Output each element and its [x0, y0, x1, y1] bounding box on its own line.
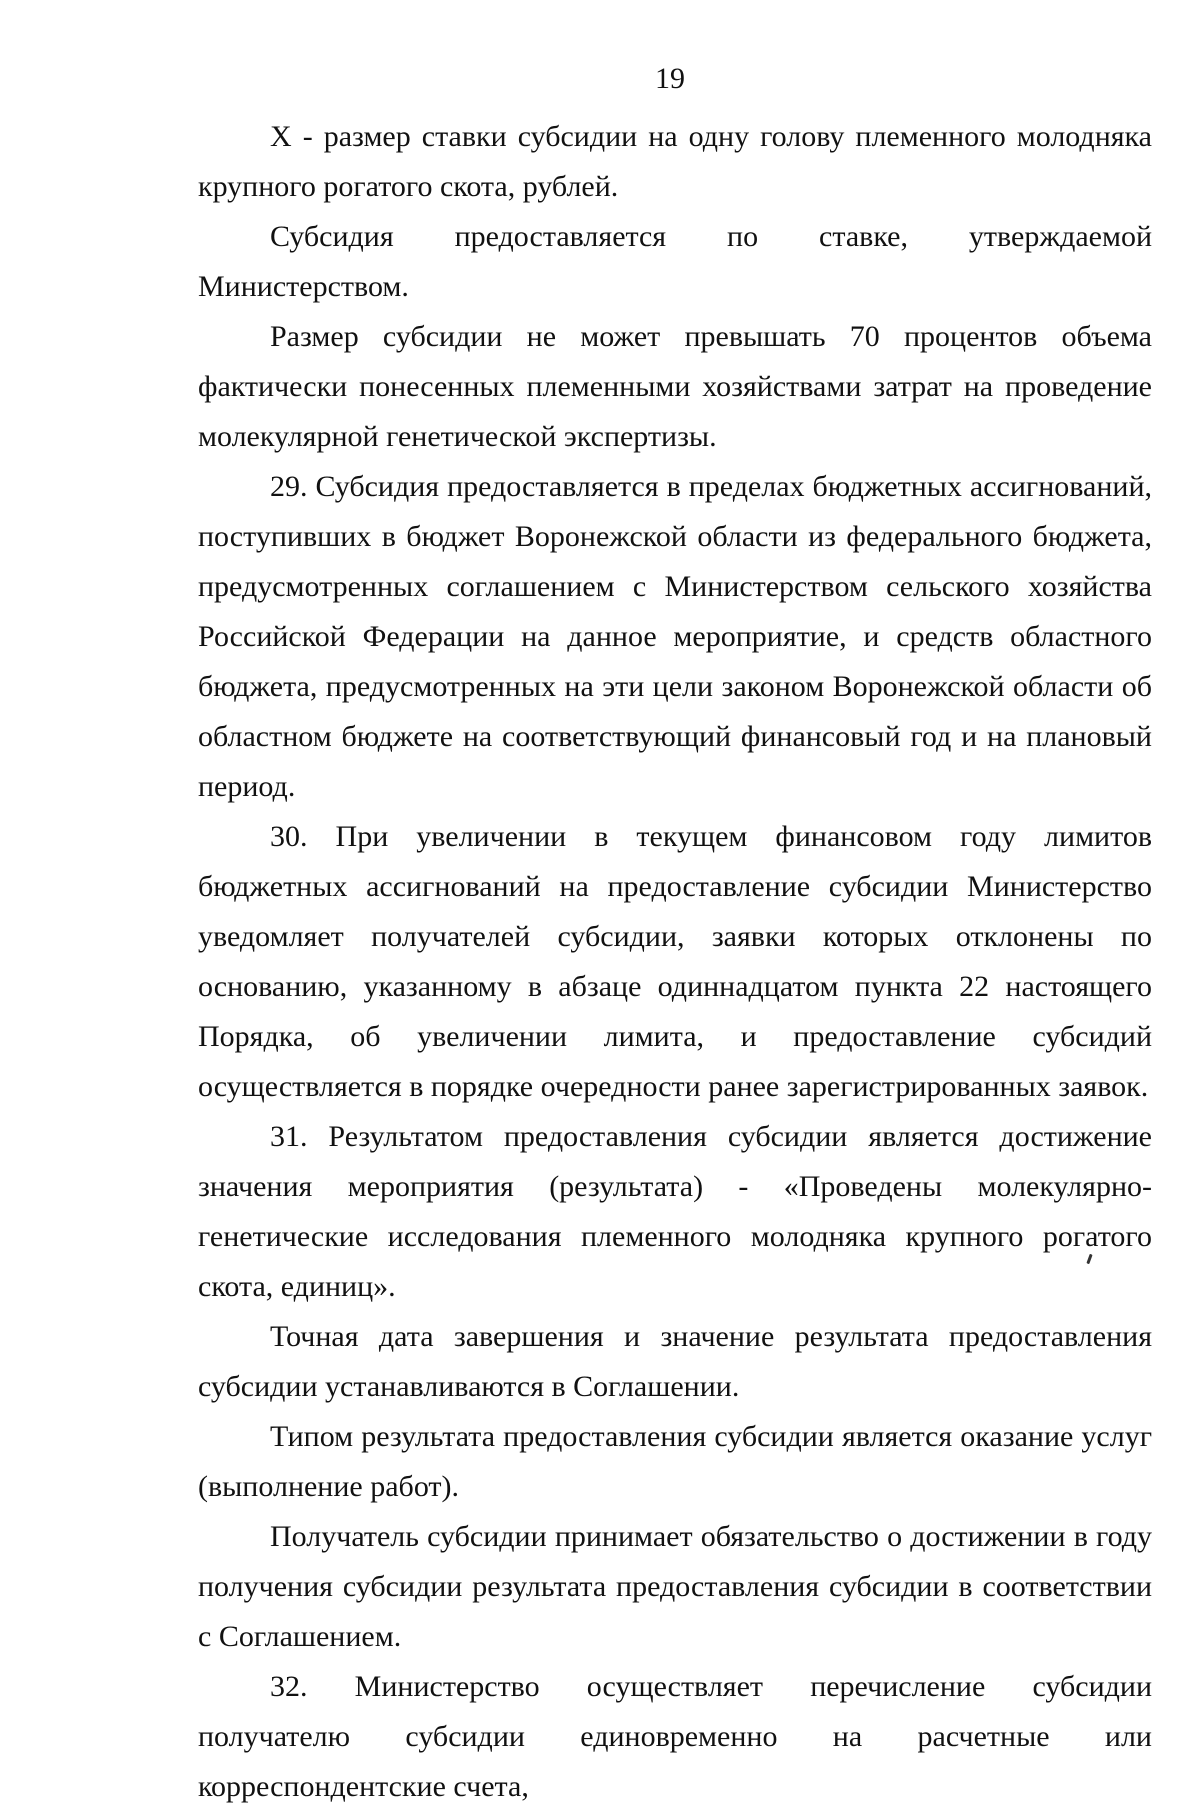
paragraph-29: 29. Субсидия предоставляется в пределах бюджетных ассигнований, поступивших в бюджет Воронежской области из федерального бюджета, предусмотренных соглашением с Министерством сельского хозяйства Российской Федерации на данное мероприятие, и средств областного бюджета, предусмотренных на эти цели законом Воронежской области об областном бюджете на соответствующий финансовый год и на плановый период. [198, 470, 1152, 803]
paragraph-subsidy-rate: Субсидия предоставляется по ставке, утверждаемой Министерством. [198, 220, 1152, 303]
document-body [198, 112, 1152, 1812]
paragraph-result-type: Типом результата предоставления субсидии является оказание услуг (выполнение работ). [198, 1420, 1152, 1503]
paragraph-31: 31. Результатом предоставления субсидии является достижение значения мероприятия (результата) - «Проведены молекулярно-генетические исследования племенного молодняка крупного рогатого скота, единиц». [198, 1120, 1152, 1303]
paragraph-x-rate-definition: Х - размер ставки субсидии на одну голову племенного молодняка крупного рогатого скота, рублей. [198, 120, 1152, 203]
paragraph-32: 32. Министерство осуществляет перечисление субсидии получателю субсидии единовременно на расчетные или корреспондентские счета, [198, 1670, 1152, 1803]
paragraph-30: 30. При увеличении в текущем финансовом году лимитов бюджетных ассигнований на предоставление субсидии Министерство уведомляет получателей субсидии, заявки которых отклонены по основанию, указанному в абзаце одиннадцатом пункта 22 настоящего Порядка, об увеличении лимита, и предоставление субсидий осуществляется в порядке очередности ранее зарегистрированных заявок. [198, 820, 1152, 1103]
paragraph-recipient-obligation: Получатель субсидии принимает обязательство о достижении в году получения субсидии результата предоставления субсидии в соответствии с Соглашением. [198, 1520, 1152, 1653]
page-number: 19 [655, 62, 685, 95]
paragraph-subsidy-limit: Размер субсидии не может превышать 70 процентов объема фактически понесенных племенными хозяйствами затрат на проведение молекулярной генетической экспертизы. [198, 320, 1152, 453]
paragraph-exact-date: Точная дата завершения и значение результата предоставления субсидии устанавливаются в Соглашении. [198, 1320, 1152, 1403]
